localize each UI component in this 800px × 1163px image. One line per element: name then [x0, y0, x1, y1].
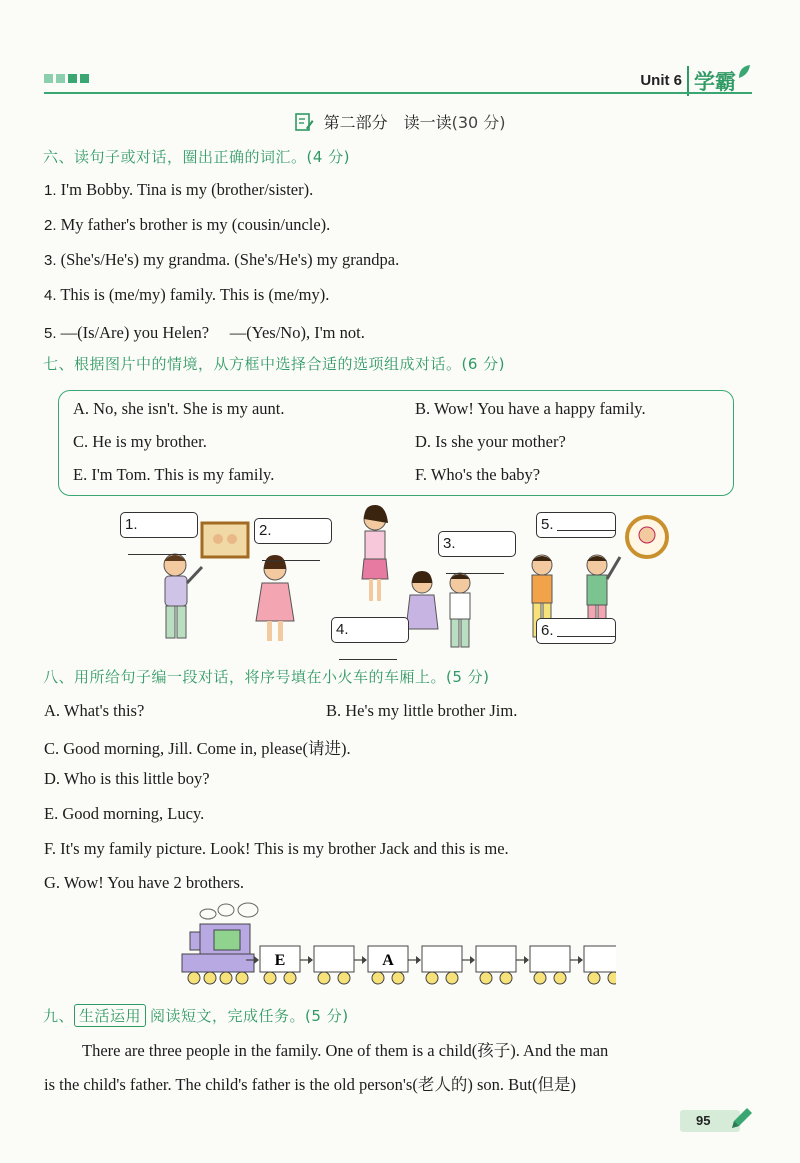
section-9-title: [43, 1004, 349, 1027]
car-wheel: [554, 972, 566, 984]
section-7-title-text: 七、根据图片中的情境，从方框中选择合适的选项组成对话。: [43, 355, 462, 373]
notebook-pencil-icon: [294, 112, 314, 132]
section-6-points: (4 分): [306, 148, 351, 166]
train-car[interactable]: [422, 946, 462, 972]
section-6-item: [44, 319, 365, 343]
locomotive-icon: [182, 924, 254, 984]
arrow-icon: [524, 956, 529, 964]
page-number: 95: [696, 1113, 711, 1128]
bubble-number: 1.: [125, 516, 138, 533]
section-6-item: [44, 250, 399, 270]
brand-logo-text: 学霸: [687, 66, 736, 96]
option-b: [415, 399, 646, 419]
section-8-points: (5 分): [446, 668, 490, 686]
bubble-number: 3.: [443, 535, 456, 552]
car-wheel: [500, 972, 512, 984]
item-text: I'm Bobby. Tina is my (brother/sister).: [60, 180, 314, 199]
arrow-icon: [470, 956, 475, 964]
option-text: He is my brother.: [92, 432, 207, 451]
item-text: My father's brother is my (cousin/uncle).: [60, 215, 331, 234]
sentence-c: [44, 735, 351, 759]
car-wheel: [318, 972, 330, 984]
option-key: C.: [73, 432, 89, 451]
sentence-text: Who is this little boy?: [63, 769, 210, 788]
item-number: 2.: [44, 217, 57, 234]
unit-label: Unit 6: [640, 72, 682, 89]
arrow-icon: [362, 956, 367, 964]
part-title-score: (30 分): [451, 113, 506, 132]
arrow-icon: [416, 956, 421, 964]
options-box: [58, 390, 734, 496]
leaf-icon: [737, 64, 751, 80]
item-text: (She's/He's) my grandma. (She's/He's) my grandpa.: [60, 250, 400, 269]
sentence-d: [44, 769, 210, 789]
option-d: [415, 432, 566, 452]
bubble-number: 6.: [541, 622, 554, 639]
section-9-number: 九、: [43, 1007, 75, 1025]
section-6-item: [44, 180, 313, 200]
arrow-icon: [308, 956, 313, 964]
sentence-key: B.: [326, 701, 342, 720]
speech-bubble-6: [536, 618, 616, 644]
car-wheel: [392, 972, 404, 984]
car-wheel: [426, 972, 438, 984]
section-6-item: [44, 215, 330, 235]
speech-bubble-2: [254, 518, 332, 544]
sentence-b: [326, 701, 517, 721]
sentence-key: C.: [44, 739, 60, 758]
section-6-title-text: 六、读句子或对话，圈出正确的词汇。: [43, 148, 307, 166]
item-number: 3.: [44, 252, 57, 269]
children-pair-figure: [406, 571, 470, 647]
item-number: 1.: [44, 182, 57, 199]
section-6-title: [43, 146, 350, 167]
train-illustration: [176, 902, 616, 994]
header-decoration: [44, 74, 89, 83]
family-photo: [202, 523, 248, 557]
option-text: No, she isn't. She is my aunt.: [93, 399, 285, 418]
girl-figure: [256, 555, 294, 641]
sentence-g: [44, 873, 244, 893]
car-wheel: [372, 972, 384, 984]
option-a: [73, 399, 285, 419]
speech-bubble-3: [438, 531, 516, 557]
boy-figure: [164, 554, 202, 638]
option-key: F.: [415, 465, 427, 484]
arrow-icon: [578, 956, 583, 964]
option-text: Is she your mother?: [435, 432, 566, 451]
option-c: [73, 432, 207, 452]
car-wheel: [608, 972, 616, 984]
item-number: 5.: [44, 325, 57, 342]
car-wheel: [480, 972, 492, 984]
section-9-title-text: 阅读短文，完成任务。: [150, 1007, 306, 1025]
section-6-item: [44, 285, 329, 305]
train-car-label: E: [274, 952, 286, 969]
sentence-text: Wow! You have 2 brothers.: [63, 873, 245, 892]
section-7-title: [43, 353, 505, 374]
pencil-icon: [728, 1106, 754, 1132]
car-wheel: [446, 972, 458, 984]
option-text: Who's the baby?: [430, 465, 541, 484]
option-key: D.: [415, 432, 432, 451]
section-8-title-text: 八、用所给句子编一段对话，将序号填在小火车的车厢上。: [43, 668, 447, 686]
part-title-label: 第二部分 读一读: [323, 113, 452, 132]
speech-bubble-1: [120, 512, 198, 538]
sentence-text: What's this?: [63, 701, 145, 720]
train-car-label: A: [382, 952, 394, 969]
passage-line-2: is the child's father. The child's father is the old person's(老人的) son. But(但是): [44, 1075, 576, 1094]
train-car[interactable]: [530, 946, 570, 972]
option-key: A.: [73, 399, 90, 418]
option-key: B.: [415, 399, 431, 418]
option-e: [73, 465, 274, 485]
header-rule: [44, 92, 752, 94]
train-car[interactable]: [476, 946, 516, 972]
bubble-number: 4.: [336, 621, 349, 638]
sentence-text: Good morning, Lucy.: [62, 804, 205, 823]
arrow-icon: [254, 956, 259, 964]
option-f: [415, 465, 540, 485]
speech-bubble-4: [331, 617, 409, 643]
option-text: Wow! You have a happy family.: [433, 399, 646, 418]
bubble-number: 5.: [541, 516, 554, 533]
bubble-number: 2.: [259, 522, 272, 539]
car-wheel: [338, 972, 350, 984]
sentence-key: F.: [44, 839, 56, 858]
sentence-key: G.: [44, 873, 61, 892]
section-7-points: (6 分): [461, 355, 506, 373]
car-wheel: [264, 972, 276, 984]
speech-bubble-5: [536, 512, 616, 538]
car-wheel: [284, 972, 296, 984]
sentence-a: [44, 701, 144, 721]
section-9-points: (5 分): [305, 1007, 349, 1025]
sentence-key: E.: [44, 804, 59, 823]
mother-figure: [362, 505, 388, 601]
reading-passage: [44, 1034, 750, 1102]
sentence-f: [44, 839, 509, 859]
section-9-tag: 生活运用: [74, 1004, 146, 1027]
sentence-e: [44, 804, 204, 824]
sentence-key: A.: [44, 701, 61, 720]
item-text: —(Is/Are) you Helen? —(Yes/No), I'm not.: [60, 323, 365, 342]
option-text: I'm Tom. This is my family.: [91, 465, 275, 484]
sentence-key: D.: [44, 769, 61, 788]
item-number: 4.: [44, 287, 57, 304]
sentence-text: It's my family picture. Look! This is my brother Jack and this is me.: [60, 839, 509, 858]
sentence-text: Good morning, Jill. Come in, please(请进).: [63, 739, 351, 758]
car-wheel: [534, 972, 546, 984]
part-title: [0, 110, 800, 133]
passage-line-1: There are three people in the family. One of them is a child(孩子). And the man: [82, 1041, 609, 1060]
train-car[interactable]: [314, 946, 354, 972]
section-8-title: [43, 666, 490, 687]
train-car[interactable]: [584, 946, 616, 972]
smoke-icon: [200, 903, 258, 919]
option-key: E.: [73, 465, 88, 484]
sentence-text: He's my little brother Jim.: [345, 701, 518, 720]
item-text: This is (me/my) family. This is (me/my).: [60, 285, 330, 304]
car-wheel: [588, 972, 600, 984]
